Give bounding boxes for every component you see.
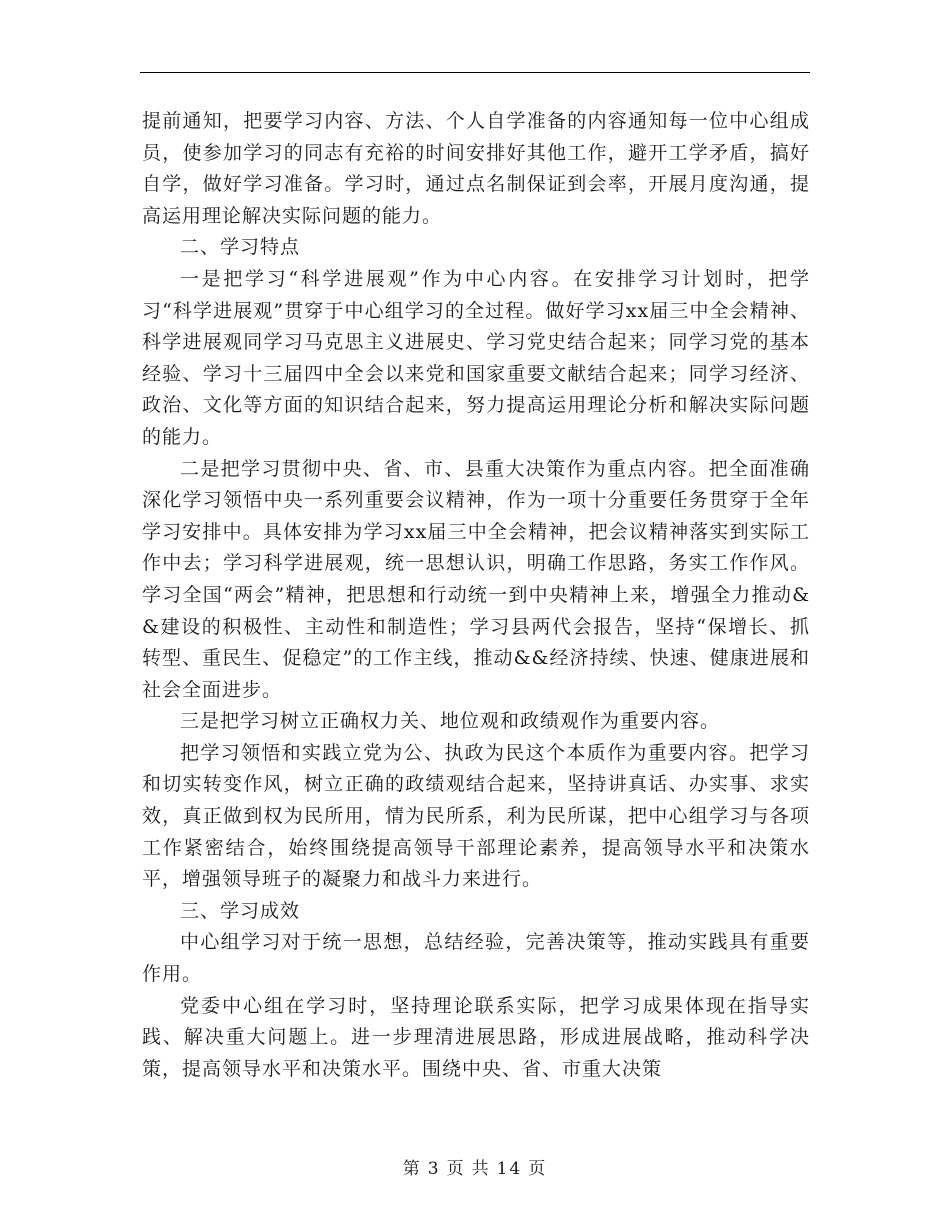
paragraph: 把学习领悟和实践立党为公、执政为民这个本质作为重要内容。把学习和切实转变作风，树立正确的政绩观结合起来，坚持讲真话、办实事、求实效，真正做到权为民所用，情为民所系，利为民所谋，把中心组学习与各项工作紧密结合，始终围绕提高领导干部理论素养，提高领导水平和决策水平，增强领导班子的凝聚力和战斗力来进行。 (142, 741, 810, 891)
footer-page-word: 页 (446, 1159, 466, 1179)
paragraph: 提前通知，把要学习内容、方法、个人自学准备的内容通知每一位中心组成员，使参加学习的同志有充裕的时间安排好其他工作，避开工学矛盾，搞好自学，做好学习准备。学习时，通过点名制保证到会率，开展月度沟通，提高运用理论解决实际问题的能力。 (142, 110, 810, 227)
total-pages-number: 14 (496, 1159, 523, 1179)
footer-suffix: 页 (528, 1159, 548, 1179)
paragraph: 二是把学习贯彻中央、省、市、县重大决策作为重点内容。把全面准确深化学习领悟中央一系列重要会议精神，作为一项十分重要任务贯穿于全年学习安排中。具体安排为学习xx届三中全会精神，把会议精神落实到实际工作中去；学习科学进展观，统一思想认识，明确工作思路，务实工作作风。学习全国“两会”精神，把思想和行动统一到中央精神上来，增强全力推动&&建设的积极性、主动性和制造性；学习县两代会报告，坚持“保增长、抓转型、重民生、促稳定”的工作主线，推动&&经济持续、快速、健康进展和社会全面进步。 (142, 457, 810, 701)
paragraph: 三是把学习树立正确权力关、地位观和政绩观作为重要内容。 (180, 710, 721, 733)
document-body (142, 106, 810, 1085)
current-page-number: 3 (427, 1159, 441, 1179)
header-rule (140, 72, 810, 73)
page-footer (0, 1154, 950, 1179)
section-heading: 二、学习特点 (180, 236, 301, 259)
footer-of-word: 共 (471, 1159, 491, 1179)
footer-prefix: 第 (402, 1159, 422, 1179)
paragraph: 一是把学习“科学进展观”作为中心内容。在安排学习计划时，把学习“科学进展观”贯穿于中心组学习的全过程。做好学习xx届三中全会精神、科学进展观同学习马克思主义进展史、学习党史结合起来；同学习党的基本经验、学习十三届四中全会以来党和国家重要文献结合起来；同学习经济、政治、文化等方面的知识结合起来，努力提高运用理论分析和解决实际问题的能力。 (142, 267, 810, 448)
paragraph: 党委中心组在学习时，坚持理论联系实际，把学习成果体现在指导实践、解决重大问题上。进一步理清进展思路，形成进展战略，推动科学决策，提高领导水平和决策水平。围绕中央、省、市重大决策 (142, 994, 810, 1080)
paragraph: 中心组学习对于统一思想，总结经验，完善决策等，推动实践具有重要作用。 (142, 931, 810, 986)
section-heading: 三、学习成效 (180, 899, 301, 922)
